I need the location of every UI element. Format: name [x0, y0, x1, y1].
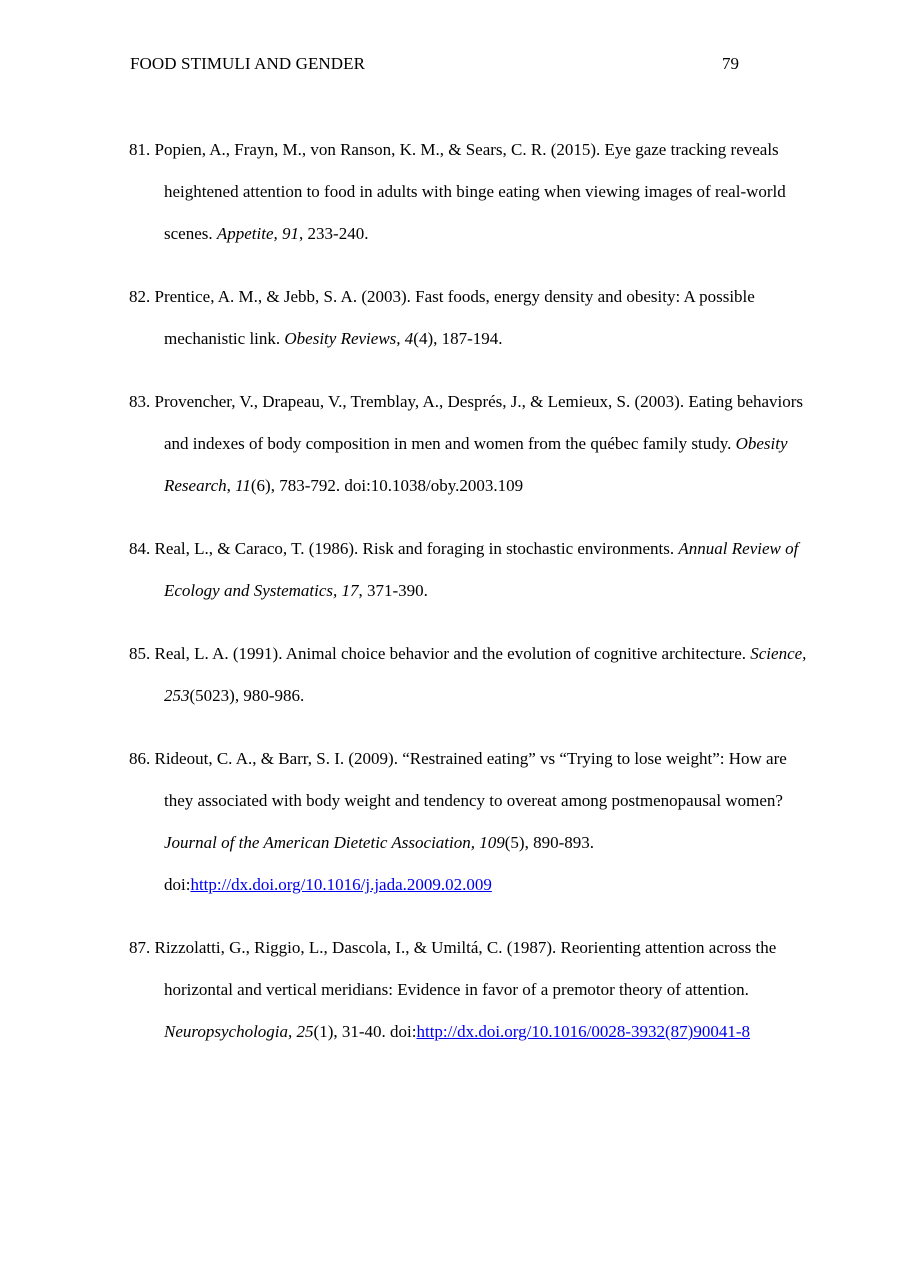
reference-number: 87.	[129, 938, 151, 957]
reference-text: (4), 187-194.	[413, 329, 503, 348]
reference-text: (6), 783-792. doi:10.1038/oby.2003.109	[250, 476, 524, 495]
reference-number: 83.	[129, 392, 151, 411]
page-number: 79	[722, 54, 739, 73]
reference-text: Real, L. A. (1991). Animal choice behavior and the evolution of cognitive architecture.	[150, 644, 751, 663]
reference-source: 11	[235, 476, 251, 495]
reference-source: Annual Review of Ecology and Systematics, 17	[164, 539, 799, 600]
reference-entry	[129, 633, 809, 717]
reference-text: , 371-390.	[358, 581, 428, 600]
reference-text: (5023), 980-986.	[189, 686, 305, 705]
reference-text: Rizzolatti, G., Riggio, L., Dascola, I., & Umiltá, C. (1987). Reorienting attention across the horizontal and vertical meridians: Evidence in favor of a premotor theory of attention.	[150, 938, 777, 999]
reference-list	[129, 129, 809, 1074]
doi-link[interactable]: http://dx.doi.org/10.1016/0028-3932(87)90041-8	[416, 1022, 751, 1041]
reference-entry	[129, 276, 809, 360]
reference-number: 84.	[129, 539, 151, 558]
reference-text: Popien, A., Frayn, M., von Ranson, K. M., & Sears, C. R. (2015). Eye gaze tracking reveals heightened attention to food in adults with binge eating when viewing images of real-world scenes.	[150, 140, 786, 243]
reference-source: Appetite, 91	[216, 224, 300, 243]
reference-source: Obesity Reviews, 4	[284, 329, 414, 348]
reference-text: Rideout, C. A., & Barr, S. I. (2009). “Restrained eating” vs “Trying to lose weight”: How are they associated with body weight and tendency to overeat among postmenopausal women?	[150, 749, 787, 810]
reference-text: (1), 31-40. doi:	[313, 1022, 417, 1041]
reference-number: 82.	[129, 287, 151, 306]
reference-number: 85.	[129, 644, 151, 663]
reference-text: Prentice, A. M., & Jebb, S. A. (2003). Fast foods, energy density and obesity: A possible mechanistic link.	[150, 287, 755, 348]
reference-number: 86.	[129, 749, 151, 768]
reference-source: Science, 253	[164, 644, 807, 705]
reference-entry	[129, 927, 809, 1053]
reference-entry	[129, 129, 809, 255]
reference-text: , 233-240.	[299, 224, 369, 243]
reference-text: (5), 890-893. doi:	[164, 833, 594, 894]
running-head: FOOD STIMULI AND GENDER	[130, 54, 366, 73]
reference-entry	[129, 738, 809, 906]
reference-number: 81.	[129, 140, 151, 159]
reference-entry	[129, 528, 809, 612]
reference-text: ,	[226, 476, 236, 495]
reference-source: Obesity Research	[164, 434, 788, 495]
reference-text: Provencher, V., Drapeau, V., Tremblay, A., Després, J., & Lemieux, S. (2003). Eating behaviors and indexes of body composition in men and women from the québec family study.	[150, 392, 804, 453]
doi-link[interactable]: http://dx.doi.org/10.1016/j.jada.2009.02.009	[190, 875, 492, 894]
reference-source: Neuropsychologia, 25	[164, 1022, 314, 1041]
reference-text: Real, L., & Caraco, T. (1986). Risk and foraging in stochastic environments.	[150, 539, 679, 558]
reference-source: Journal of the American Dietetic Association, 109	[164, 833, 505, 852]
reference-entry	[129, 381, 809, 507]
